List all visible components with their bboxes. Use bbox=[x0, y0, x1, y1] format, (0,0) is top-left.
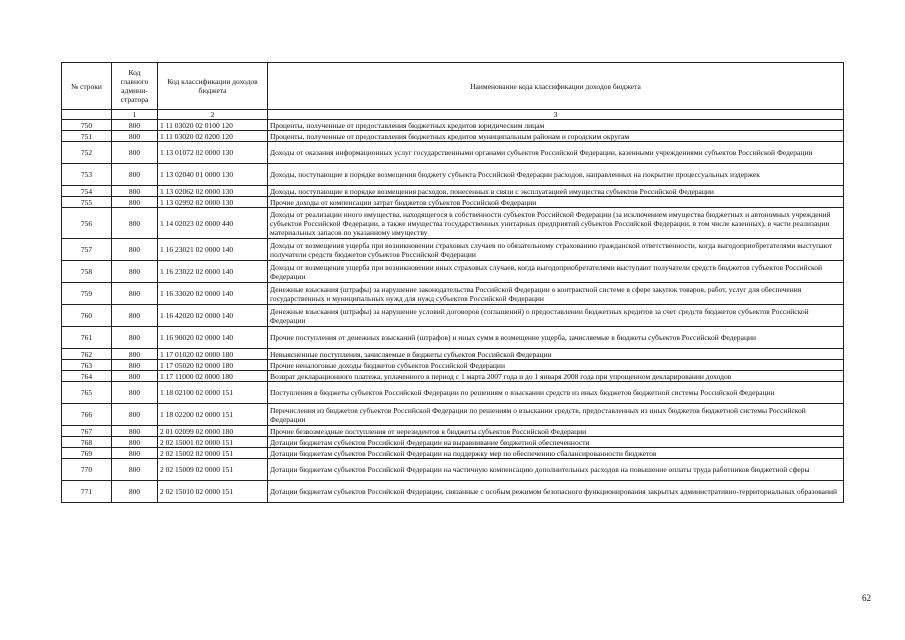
admin-code: 800 bbox=[112, 131, 158, 142]
table-row bbox=[62, 208, 844, 239]
classification-code: 1 16 42020 02 0000 140 bbox=[158, 305, 268, 327]
table-header-row bbox=[62, 63, 844, 110]
row-number: 764 bbox=[62, 371, 112, 382]
classification-code: 1 16 23022 02 0000 140 bbox=[158, 261, 268, 283]
classification-name: Доходы, поступающие в порядке возмещения бюджету субъекта Российской Федерации расходов, направленных на покрытие процессуальных издержек bbox=[268, 164, 844, 186]
column-number: 2 bbox=[158, 110, 268, 120]
classification-code: 1 14 02023 02 0000 440 bbox=[158, 208, 268, 239]
admin-code: 800 bbox=[112, 186, 158, 197]
classification-name: Прочие доходы от компенсации затрат бюджетов субъектов Российской Федерации bbox=[268, 197, 844, 208]
table-row bbox=[62, 305, 844, 327]
admin-code: 800 bbox=[112, 239, 158, 261]
classification-code: 1 16 23021 02 0000 140 bbox=[158, 239, 268, 261]
classification-name: Перечисления из бюджетов субъектов Российской Федерации по решениям о взыскании средств, предоставленных из иных бюджетов бюджетной системы Российской Федерации bbox=[268, 404, 844, 426]
classification-code: 1 16 33020 02 0000 140 bbox=[158, 283, 268, 305]
table-row bbox=[62, 382, 844, 404]
admin-code: 800 bbox=[112, 360, 158, 371]
column-number: 1 bbox=[112, 110, 158, 120]
classification-code: 1 13 01072 02 0000 130 bbox=[158, 142, 268, 164]
admin-code: 800 bbox=[112, 404, 158, 426]
classification-code: 1 16 90020 02 0000 140 bbox=[158, 327, 268, 349]
table-row bbox=[62, 448, 844, 459]
admin-code: 800 bbox=[112, 164, 158, 186]
header-admin-code: Код главного админи-стратора bbox=[112, 63, 158, 110]
header-row-number: № строки bbox=[62, 63, 112, 110]
classification-name: Дотации бюджетам субъектов Российской Федерации, связанные с особым режимом безопасного функционирования закрытых административно-территориальных образований bbox=[268, 481, 844, 503]
classification-code: 1 13 02992 02 0000 130 bbox=[158, 197, 268, 208]
classification-name: Поступления в бюджеты субъектов Российской Федерации по решениям о взыскании средств из иных бюджетов бюджетной системы Российской Федерации bbox=[268, 382, 844, 404]
classification-name: Доходы от возмещения ущерба при возникновении иных страховых случаев, когда выгодоприобретателями выступают получатели средств бюджетов субъектов Российской Федерации bbox=[268, 261, 844, 283]
column-number bbox=[62, 110, 112, 120]
row-number: 771 bbox=[62, 481, 112, 503]
row-number: 759 bbox=[62, 283, 112, 305]
row-number: 758 bbox=[62, 261, 112, 283]
row-number: 761 bbox=[62, 327, 112, 349]
income-codes-document bbox=[61, 62, 843, 503]
classification-name: Дотации бюджетам субъектов Российской Федерации на поддержку мер по обеспечению сбалансированности бюджетов bbox=[268, 448, 844, 459]
table-row bbox=[62, 120, 844, 131]
table-row bbox=[62, 360, 844, 371]
classification-name: Возврат декларационного платежа, уплаченного в период с 1 марта 2007 года и до 1 января 2008 года при упрощенном декларировании доходов bbox=[268, 371, 844, 382]
row-number: 760 bbox=[62, 305, 112, 327]
classification-code: 1 18 02200 02 0000 151 bbox=[158, 404, 268, 426]
row-number: 762 bbox=[62, 349, 112, 360]
table-row bbox=[62, 186, 844, 197]
row-number: 750 bbox=[62, 120, 112, 131]
classification-name: Доходы от реализации иного имущества, находящегося в собственности субъектов Российской Федерации (за исключением имущества бюджетных и автономных учреждений субъектов Российской Федерации, а также имущества государственных унитарных предприятий субъектов Российской Федерации, в том числе казенных), в части реализации материальных запасов по указанному имуществу bbox=[268, 208, 844, 239]
row-number: 768 bbox=[62, 437, 112, 448]
admin-code: 800 bbox=[112, 382, 158, 404]
header-classification-code: Код классификации доходов бюджета bbox=[158, 63, 268, 110]
classification-name: Денежные взыскания (штрафы) за нарушение законодательства Российской Федерации о контрактной системе в сфере закупок товаров, работ, услуг для обеспечения государственных и муниципальных нужд для нужд субъектов Российской Федерации bbox=[268, 283, 844, 305]
classification-code: 1 18 02100 02 0000 151 bbox=[158, 382, 268, 404]
column-number: 3 bbox=[268, 110, 844, 120]
admin-code: 800 bbox=[112, 426, 158, 437]
classification-code: 2 01 02099 02 0000 180 bbox=[158, 426, 268, 437]
classification-code: 2 02 15010 02 0000 151 bbox=[158, 481, 268, 503]
classification-code: 1 13 02040 01 0000 130 bbox=[158, 164, 268, 186]
row-number: 756 bbox=[62, 208, 112, 239]
row-number: 770 bbox=[62, 459, 112, 481]
table-row bbox=[62, 283, 844, 305]
table-row bbox=[62, 404, 844, 426]
classification-name: Дотации бюджетам субъектов Российской Федерации на частичную компенсацию дополнительных расходов на повышение оплаты труда работников бюджетной сферы bbox=[268, 459, 844, 481]
classification-name: Проценты, полученные от предоставления бюджетных кредитов юридическим лицам bbox=[268, 120, 844, 131]
classification-name: Невыясненные поступления, зачисляемые в бюджеты субъектов Российской Федерации bbox=[268, 349, 844, 360]
table-row bbox=[62, 481, 844, 503]
table-row bbox=[62, 459, 844, 481]
classification-name: Прочие поступления от денежных взысканий (штрафов) и иных сумм в возмещение ущерба, зачисляемые в бюджеты субъектов Российской Федерации bbox=[268, 327, 844, 349]
admin-code: 800 bbox=[112, 305, 158, 327]
row-number: 769 bbox=[62, 448, 112, 459]
table-row bbox=[62, 349, 844, 360]
classification-name: Дотации бюджетам субъектов Российской Федерации на выравнивание бюджетной обеспеченности bbox=[268, 437, 844, 448]
admin-code: 800 bbox=[112, 371, 158, 382]
income-classification-table bbox=[61, 62, 844, 503]
admin-code: 800 bbox=[112, 197, 158, 208]
classification-name: Проценты, полученные от предоставления бюджетных кредитов муниципальным районам и городским округам bbox=[268, 131, 844, 142]
table-row bbox=[62, 239, 844, 261]
admin-code: 800 bbox=[112, 448, 158, 459]
row-number: 754 bbox=[62, 186, 112, 197]
classification-code: 2 02 15002 02 0000 151 bbox=[158, 448, 268, 459]
admin-code: 800 bbox=[112, 437, 158, 448]
classification-name: Прочие неналоговые доходы бюджетов субъектов Российской Федерации bbox=[268, 360, 844, 371]
row-number: 753 bbox=[62, 164, 112, 186]
row-number: 755 bbox=[62, 197, 112, 208]
classification-name: Денежные взыскания (штрафы) за нарушение условий договоров (соглашений) о предоставлении бюджетных кредитов за счет средств бюджетов субъектов Российской Федерации bbox=[268, 305, 844, 327]
row-number: 767 bbox=[62, 426, 112, 437]
classification-code: 2 02 15001 02 0000 151 bbox=[158, 437, 268, 448]
admin-code: 800 bbox=[112, 120, 158, 131]
admin-code: 800 bbox=[112, 142, 158, 164]
header-classification-name: Наименование кода классификации доходов бюджета bbox=[268, 63, 844, 110]
row-number: 766 bbox=[62, 404, 112, 426]
row-number: 765 bbox=[62, 382, 112, 404]
classification-code: 1 11 03020 02 0100 120 bbox=[158, 120, 268, 131]
table-body bbox=[62, 120, 844, 503]
admin-code: 800 bbox=[112, 327, 158, 349]
classification-name: Доходы от оказания информационных услуг государственными органами субъектов Российской Федерации, казенными учреждениями субъектов Российской Федерации bbox=[268, 142, 844, 164]
table-row bbox=[62, 371, 844, 382]
classification-code: 2 02 15009 02 0000 151 bbox=[158, 459, 268, 481]
row-number: 751 bbox=[62, 131, 112, 142]
admin-code: 800 bbox=[112, 349, 158, 360]
admin-code: 800 bbox=[112, 459, 158, 481]
table-row bbox=[62, 327, 844, 349]
classification-code: 1 13 02062 02 0000 130 bbox=[158, 186, 268, 197]
admin-code: 800 bbox=[112, 261, 158, 283]
table-row bbox=[62, 142, 844, 164]
table-row bbox=[62, 197, 844, 208]
row-number: 757 bbox=[62, 239, 112, 261]
table-row bbox=[62, 426, 844, 437]
classification-code: 1 17 05020 02 0000 180 bbox=[158, 360, 268, 371]
admin-code: 800 bbox=[112, 283, 158, 305]
admin-code: 800 bbox=[112, 208, 158, 239]
table-row bbox=[62, 131, 844, 142]
classification-name: Доходы, поступающие в порядке возмещения расходов, понесенных в связи с эксплуатацией имущества субъектов Российской Федерации bbox=[268, 186, 844, 197]
admin-code: 800 bbox=[112, 481, 158, 503]
classification-code: 1 17 11000 02 0000 180 bbox=[158, 371, 268, 382]
classification-code: 1 11 03020 02 0200 120 bbox=[158, 131, 268, 142]
classification-name: Доходы от возмещения ущерба при возникновении страховых случаев по обязательному страхованию гражданской ответственности, когда выгодоприобретателями выступают получатели средств бюджетов субъектов Российской Федерации bbox=[268, 239, 844, 261]
page-number: 62 bbox=[862, 593, 871, 603]
table-row bbox=[62, 437, 844, 448]
table-row bbox=[62, 261, 844, 283]
classification-name: Прочие безвозмездные поступления от нерезидентов в бюджеты субъектов Российской Федерации bbox=[268, 426, 844, 437]
row-number: 763 bbox=[62, 360, 112, 371]
column-number-row bbox=[62, 110, 844, 120]
table-row bbox=[62, 164, 844, 186]
classification-code: 1 17 01020 02 0000 180 bbox=[158, 349, 268, 360]
row-number: 752 bbox=[62, 142, 112, 164]
